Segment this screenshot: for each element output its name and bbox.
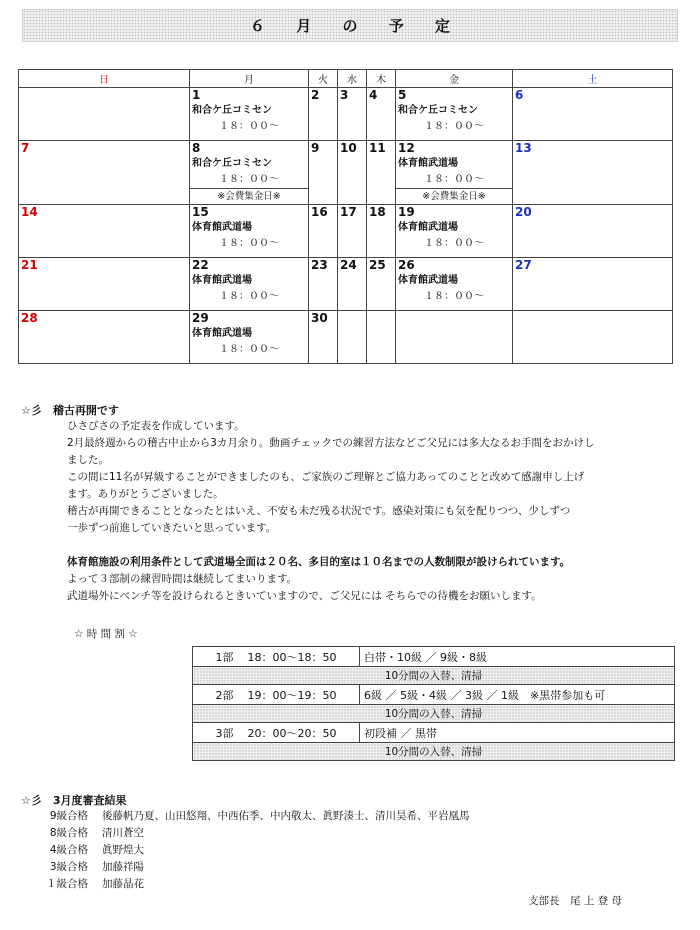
- session-slot: 3部 20：00～20：50: [193, 723, 360, 743]
- calendar-day-cell-thu: [367, 141, 396, 205]
- timetable-row: [193, 685, 675, 705]
- calendar-day-cell-sun: [19, 205, 190, 258]
- day-number: 18: [369, 205, 386, 219]
- break-row: [193, 667, 675, 685]
- day-number: 29: [192, 311, 209, 325]
- day-number: 8: [192, 141, 201, 155]
- day-number: 19: [398, 205, 415, 219]
- calendar-week-row: [19, 205, 673, 258]
- event-note: ※会費集金日※: [190, 188, 308, 204]
- day-number: 4: [369, 88, 378, 102]
- day-number: 5: [398, 88, 407, 102]
- day-number: 10: [340, 141, 357, 155]
- calendar-day-cell-fri: [396, 88, 513, 141]
- weekday-sat: 土: [513, 70, 673, 88]
- session-groups: 白帯・10級 ／ 9級・8級: [360, 647, 675, 667]
- day-number: 26: [398, 258, 415, 272]
- signature: 支部長 尾 上 登 母: [528, 895, 623, 907]
- weekday-fri: 金: [396, 70, 513, 88]
- event-location: 体育館武道場: [398, 222, 458, 233]
- paragraph-line: ます。ありがとうございました。: [67, 488, 224, 500]
- day-number: 13: [515, 141, 532, 155]
- paragraph-line: 武道場外にベンチ等を設けられるときいていますので、ご父兄には そちらでの待機をお願いします。: [67, 590, 542, 602]
- session-slot: 1部 18：00～18：50: [193, 647, 360, 667]
- weekday-sun: 日: [19, 70, 190, 88]
- session-groups: 初段補 ／ 黒帯: [360, 723, 675, 743]
- day-number: 22: [192, 258, 209, 272]
- result-row: １級合格 加藤晶花: [46, 878, 144, 890]
- break-row: [193, 743, 675, 761]
- calendar-day-cell-wed: [338, 88, 367, 141]
- day-number: 17: [340, 205, 357, 219]
- calendar-day-cell-tue: [309, 258, 338, 311]
- section-restart-heading: ☆彡 稽古再開です: [21, 404, 119, 417]
- event-location: 体育館武道場: [398, 275, 458, 286]
- day-number: 27: [515, 258, 532, 272]
- calendar-day-cell-fri: [396, 258, 513, 311]
- calendar-day-cell-fri: [396, 311, 513, 364]
- event-time: １８：００～: [219, 344, 279, 355]
- break-label: 10分間の入替、清掃: [193, 743, 675, 761]
- calendar-day-cell-thu: [367, 205, 396, 258]
- weekday-wed: 水: [338, 70, 367, 88]
- calendar-day-cell-mon: [190, 205, 309, 258]
- calendar-day-cell-sat: [513, 311, 673, 364]
- exam-results-list: [28, 808, 470, 893]
- timetable-row: [193, 647, 675, 667]
- day-number: 24: [340, 258, 357, 272]
- event-location: 体育館武道場: [192, 222, 252, 233]
- paragraph-line: 稽古が再開できることとなったとはいえ、不安も未だ残る状況です。感染対策にも気を配りつつ、少しずつ: [67, 505, 571, 517]
- calendar-day-cell-wed: [338, 205, 367, 258]
- day-number: 15: [192, 205, 209, 219]
- session-slot: 2部 19：00～19：50: [193, 685, 360, 705]
- timetable-heading: ☆ 時 間 割 ☆: [74, 628, 138, 640]
- calendar-week-row: [19, 258, 673, 311]
- session-groups: 6級 ／ 5級・4級 ／ 3級 ／ 1級 ※黒帯参加も可: [360, 685, 675, 705]
- event-location: 和合ケ丘コミセン: [192, 105, 272, 116]
- calendar-day-cell-sat: [513, 141, 673, 205]
- calendar-day-cell-mon: [190, 141, 309, 205]
- calendar-day-cell-thu: [367, 311, 396, 364]
- paragraph-line: ひさびさの予定表を作成しています。: [67, 420, 245, 432]
- event-location: 和合ケ丘コミセン: [192, 158, 272, 169]
- paragraph-line: よって３部制の練習時間は継続してまいります。: [67, 573, 298, 585]
- capacity-notice: 体育館施設の利用条件として武道場全面は２０名、多目的室は１０名までの人数制限が設けられています。: [67, 556, 571, 568]
- calendar-day-cell-sat: [513, 88, 673, 141]
- day-number: 14: [21, 205, 38, 219]
- calendar-day-cell-wed: [338, 258, 367, 311]
- day-number: 23: [311, 258, 328, 272]
- event-time: １８：００～: [219, 174, 279, 185]
- break-label: 10分間の入替、清掃: [193, 667, 675, 685]
- day-number: 2: [311, 88, 320, 102]
- day-number: 9: [311, 141, 320, 155]
- calendar-day-cell-sat: [513, 258, 673, 311]
- event-time: １８：００～: [424, 291, 484, 302]
- calendar-week-row: [19, 311, 673, 364]
- calendar-day-cell-tue: [309, 205, 338, 258]
- event-time: １８：００～: [424, 121, 484, 132]
- event-location: 体育館武道場: [192, 275, 252, 286]
- calendar-day-cell-sun: [19, 258, 190, 311]
- event-time: １８：００～: [219, 291, 279, 302]
- day-number: 12: [398, 141, 415, 155]
- result-row: 8級合格 清川蒼空: [49, 827, 144, 839]
- event-location: 体育館武道場: [192, 328, 252, 339]
- calendar-day-cell-tue: [309, 88, 338, 141]
- title-banner: [22, 9, 678, 42]
- calendar-day-cell-fri: [396, 141, 513, 205]
- calendar-day-cell-tue: [309, 141, 338, 205]
- result-row: 9級合格 後藤帆乃夏、山田悠翔、中西佑季、中内敬太、眞野湊士、清川昊希、平岩凰馬: [49, 810, 470, 822]
- result-row: 3級合格 加藤祥陽: [49, 861, 144, 873]
- weekday-header-row: [19, 70, 673, 88]
- section-restart-body: [67, 418, 687, 605]
- event-note: ※会費集金日※: [396, 188, 512, 204]
- day-number: 11: [369, 141, 386, 155]
- calendar-day-cell-wed: [338, 141, 367, 205]
- result-row: 4級合格 眞野煌大: [49, 844, 144, 856]
- calendar-week-row: [19, 88, 673, 141]
- calendar-day-cell-mon: [190, 311, 309, 364]
- calendar-day-cell-tue: [309, 311, 338, 364]
- event-location: 体育館武道場: [398, 158, 458, 169]
- break-label: 10分間の入替、清掃: [193, 705, 675, 723]
- calendar-day-cell-sun: [19, 88, 190, 141]
- day-number: 30: [311, 311, 328, 325]
- exam-results-heading: ☆彡 3月度審査結果: [21, 794, 127, 807]
- timetable-table: [192, 646, 675, 761]
- calendar-day-cell-mon: [190, 88, 309, 141]
- event-location: 和合ケ丘コミセン: [398, 105, 478, 116]
- calendar-day-cell-mon: [190, 258, 309, 311]
- calendar-table: [18, 69, 673, 364]
- day-number: 1: [192, 88, 201, 102]
- break-row: [193, 705, 675, 723]
- day-number: 16: [311, 205, 328, 219]
- day-number: 21: [21, 258, 38, 272]
- day-number: 6: [515, 88, 524, 102]
- event-time: １８：００～: [219, 238, 279, 249]
- page-title: ６ 月 の 予 定: [250, 17, 463, 35]
- paragraph-line: この間に11名が昇級することができましたのも、ご家族のご理解とご協力あってのことと改めて感謝申し上げ: [67, 471, 585, 483]
- calendar-day-cell-thu: [367, 258, 396, 311]
- day-number: 20: [515, 205, 532, 219]
- event-time: １８：００～: [424, 238, 484, 249]
- weekday-thu: 木: [367, 70, 396, 88]
- weekday-tue: 火: [309, 70, 338, 88]
- day-number: 25: [369, 258, 386, 272]
- calendar-day-cell-sun: [19, 311, 190, 364]
- event-time: １８：００～: [424, 174, 484, 185]
- event-time: １８：００～: [219, 121, 279, 132]
- timetable-row: [193, 723, 675, 743]
- day-number: 3: [340, 88, 349, 102]
- calendar-day-cell-fri: [396, 205, 513, 258]
- calendar-day-cell-sun: [19, 141, 190, 205]
- calendar-day-cell-sat: [513, 205, 673, 258]
- day-number: 7: [21, 141, 30, 155]
- paragraph-line: 2月最終週からの稽古中止から3カ月余り。動画チェックでの練習方法などご父兄には多大なるお手間をおかけし: [67, 437, 595, 449]
- paragraph-line: 一歩ずつ前進していきたいと思っています。: [67, 522, 277, 534]
- calendar-day-cell-thu: [367, 88, 396, 141]
- paragraph-line: ました。: [67, 454, 109, 466]
- calendar-day-cell-wed: [338, 311, 367, 364]
- weekday-mon: 月: [190, 70, 309, 88]
- day-number: 28: [21, 311, 38, 325]
- calendar-week-row: [19, 141, 673, 205]
